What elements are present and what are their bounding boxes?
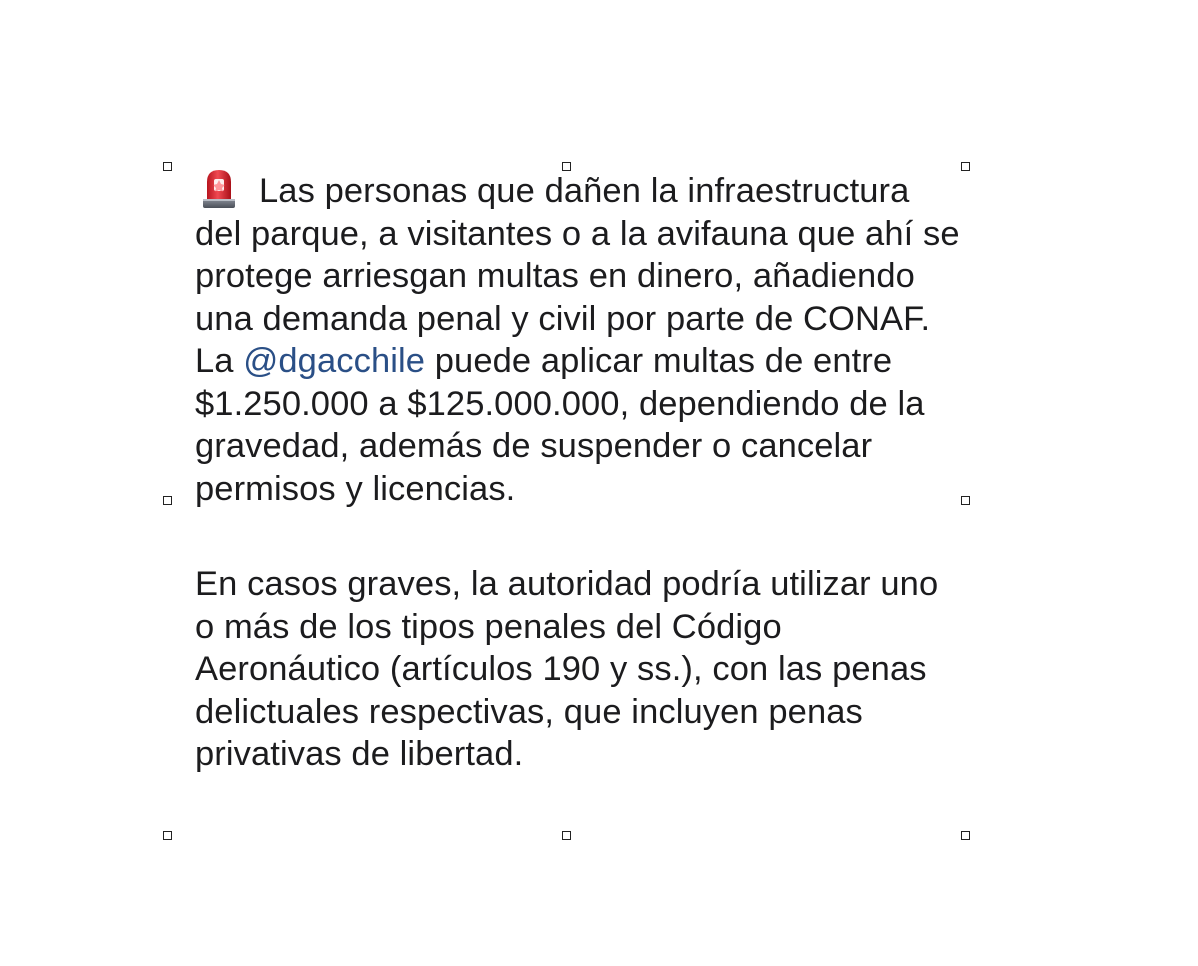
police-car-light-icon [199, 166, 239, 210]
paragraph-penalties: En casos graves, la autoridad podría utilizar uno o más de los tipos penales del Código Aeronáutico (artículos 190 y ss.), con las penas delictuales respectivas, que incluyen penas privativas de libertad. [195, 565, 939, 773]
resize-handle-bottom-right[interactable] [961, 831, 970, 840]
paragraph-fines [195, 166, 965, 510]
resize-handle-bottom-middle[interactable] [562, 831, 571, 840]
paragraph1-text-end: puede aplicar multas de entre $1.250.000 a $125.000.000, dependiendo de la gravedad, además de suspender o cancelar permisos y licencias. [195, 342, 925, 508]
resize-handle-top-left[interactable] [163, 162, 172, 171]
resize-handle-bottom-left[interactable] [163, 831, 172, 840]
mention-link-dgacchile[interactable]: @dgacchile [243, 342, 426, 380]
paragraph1-text-start: Las personas que dañen la infraestructura del parque, a visitantes o a la avifauna que ahí se protege arriesgan multas en dinero, añadiendo una demanda penal y civil por parte de CONAF. La [195, 172, 960, 380]
post-text-block[interactable] [195, 166, 965, 776]
resize-handle-middle-left[interactable] [163, 496, 172, 505]
